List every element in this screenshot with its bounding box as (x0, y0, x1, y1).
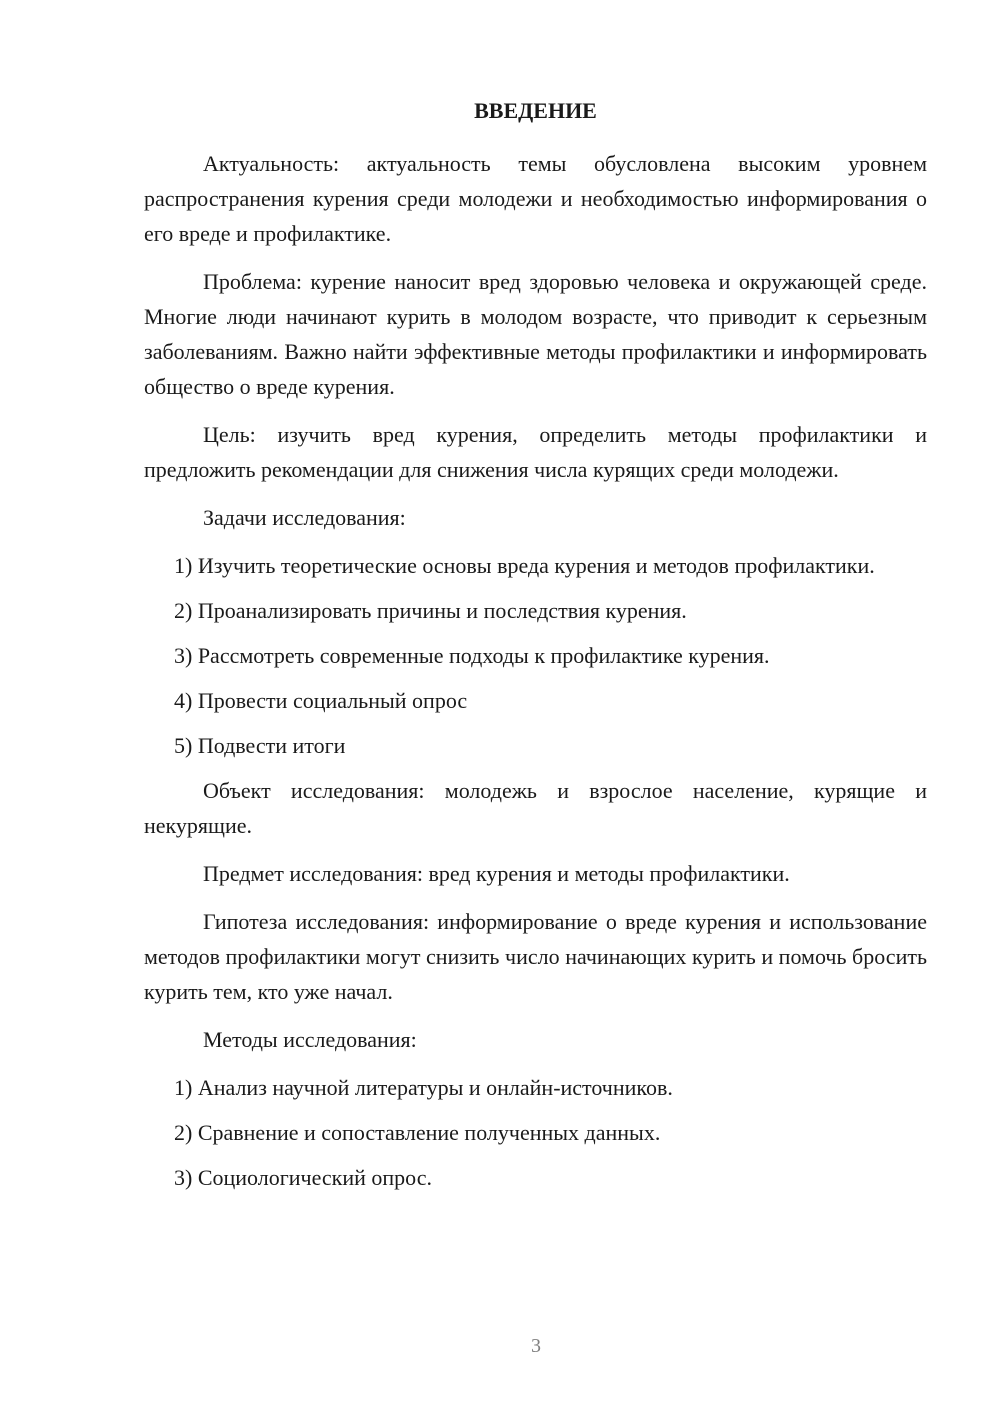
task-item-3: 3) Рассмотреть современные подходы к профилактике курения. (174, 643, 770, 668)
method-item-3: 3) Социологический опрос. (174, 1165, 432, 1190)
goal-paragraph: Цель: изучить вред курения, определить методы профилактики и предложить рекомендации для снижения числа курящих среди молодежи. (144, 422, 927, 482)
method-item-1: 1) Анализ научной литературы и онлайн-источников. (174, 1075, 673, 1100)
section-heading: ВВЕДЕНИЕ (474, 98, 597, 123)
page-number: 3 (531, 1335, 541, 1357)
task-item-2: 2) Проанализировать причины и последствия курения. (174, 598, 687, 623)
task-item-1: 1) Изучить теоретические основы вреда курения и методов профилактики. (174, 553, 875, 578)
method-item-2: 2) Сравнение и сопоставление полученных данных. (174, 1120, 661, 1145)
document-page (144, 96, 927, 1205)
subject-paragraph: Предмет исследования: вред курения и методы профилактики. (203, 861, 790, 886)
actuality-paragraph: Актуальность: актуальность темы обусловлена высоким уровнем распространения курения среди молодежи и необходимостью информирования о его вреде и профилактике. (144, 151, 927, 246)
task-item-5: 5) Подвести итоги (174, 733, 346, 758)
object-paragraph: Объект исследования: молодежь и взрослое население, курящие и некурящие. (144, 778, 927, 838)
methods-label: Методы исследования: (203, 1027, 417, 1052)
task-item-4: 4) Провести социальный опрос (174, 688, 468, 713)
hypothesis-paragraph: Гипотеза исследования: информирование о вреде курения и использование методов профилактики могут снизить число начинающих курить и помочь бросить курить тем, кто уже начал. (144, 909, 927, 1004)
problem-paragraph: Проблема: курение наносит вред здоровью человека и окружающей среде. Многие люди начинают курить в молодом возрасте, что приводит к серьезным заболеваниям. Важно найти эффективные методы профилактики и информировать общество о вреде курения. (144, 269, 927, 399)
tasks-label: Задачи исследования: (203, 505, 406, 530)
